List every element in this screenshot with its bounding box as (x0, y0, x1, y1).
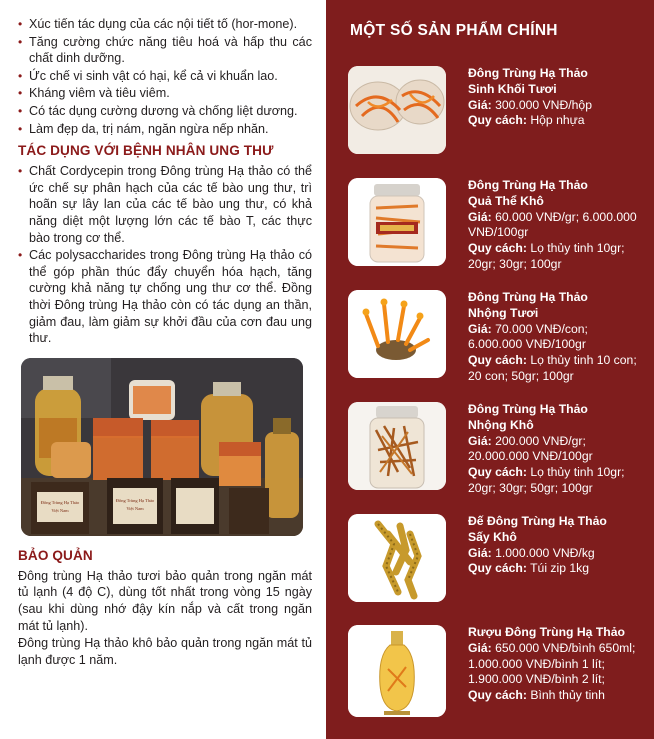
product-card (348, 625, 640, 721)
product-spec: Túi zip 1kg (530, 561, 590, 576)
product-spec: Hộp nhựa (530, 113, 585, 128)
product-card (348, 514, 640, 604)
product-price: 1.000.000 VNĐ/kg (495, 545, 595, 560)
price-label: Giá: (468, 640, 492, 655)
cancer-heading: TÁC DỤNG VỚI BỆNH NHÂN UNG THƯ (18, 143, 274, 159)
product-spec: Lọ thủy tinh 10gr; 20gr; 30gr; 50gr; 100gr (468, 465, 625, 495)
product-image (348, 290, 446, 378)
product-spec: Lọ thủy tinh 10gr; 20gr; 30gr; 100gr (468, 241, 625, 271)
product-spec: Lọ thủy tinh 10 con; 20 con; 50gr; 100gr (468, 353, 637, 383)
product-card (348, 66, 640, 156)
product-name: Đông Trùng Hạ Thảo (468, 290, 588, 304)
product-image (348, 178, 446, 266)
spec-label: Quy cách: (468, 561, 527, 576)
spec-label: Quy cách: (468, 113, 527, 128)
product-image (348, 514, 446, 602)
product-name: Nhộng Tươi (468, 305, 539, 320)
product-price: 300.000 VNĐ/hộp (495, 97, 592, 112)
product-card (348, 178, 640, 271)
product-name: Sinh Khối Tươi (468, 81, 557, 96)
product-price: 650.000 VNĐ/bình 650ml; 1.000.000 VNĐ/bình 1 lít; 1.900.000 VNĐ/bình 2 lít; (468, 640, 636, 687)
left-column (0, 0, 326, 739)
benefits-list (18, 16, 312, 137)
box-label-1: Đông Trùng Hạ Thảo (40, 499, 80, 505)
benefit-item: • Ức chế vi sinh vật có hại, kể cả vi khuẩn lao. (18, 68, 312, 85)
product-display-photo (21, 358, 303, 536)
product-name: Sấy Khô (468, 529, 517, 544)
price-label: Giá: (468, 545, 492, 560)
product-name: Đông Trùng Hạ Thảo (468, 66, 588, 80)
product-card (348, 290, 640, 383)
box-label-2-sub: Việt Nam (126, 505, 144, 511)
spec-label: Quy cách: (468, 465, 527, 480)
benefit-item: • Kháng viêm và tiêu viêm. (18, 85, 312, 102)
storage-paragraph: Đông trùng Hạ thảo tươi bảo quản trong ngăn mát tủ lạnh (4 độ C), dùng tốt nhất trong vòng 15 ngày (sau khi dùng nhớ đậy kín nắp và cất trong ngăn mát tủ lạnh). (18, 568, 312, 634)
benefit-item: • Xúc tiến tác dụng của các nội tiết tố (hor-mone). (18, 16, 312, 33)
product-price: 70.000 VNĐ/con; 6.000.000 VNĐ/100gr (468, 321, 588, 352)
product-card (348, 402, 640, 495)
cancer-item: • Các polysaccharides trong Đông trùng Hạ thảo có thể góp phần thúc đẩy chuyển hóa hạch, tăng cường khả năng tự chống ung thư cơ thể. Đồng thời Đông trùng Hạ thảo còn có tác dụng an thần, giảm đau, làm giảm sự khởi đầu của cơn đau ung thư. (18, 247, 312, 347)
spec-label: Quy cách: (468, 688, 527, 703)
product-image (348, 625, 446, 717)
product-name: Quả Thể Khô (468, 193, 544, 208)
price-label: Giá: (468, 321, 492, 336)
cancer-list (18, 163, 312, 347)
product-name: Rượu Đông Trùng Hạ Thảo (468, 625, 625, 639)
product-spec: Bình thủy tinh (530, 688, 605, 703)
benefit-item: • Làm đẹp da, trị nám, ngăn ngừa nếp nhăn. (18, 121, 312, 138)
product-name: Đông Trùng Hạ Thảo (468, 402, 588, 416)
product-image (348, 402, 446, 490)
products-panel (326, 0, 654, 739)
benefit-item: • Tăng cường chức năng tiêu hoá và hấp thu các chất dinh dưỡng. (18, 34, 312, 67)
product-price: 60.000 VNĐ/gr; 6.000.000 VNĐ/100gr (468, 209, 637, 240)
product-price: 200.000 VNĐ/gr; 20.000.000 VNĐ/100gr (468, 433, 593, 464)
price-label: Giá: (468, 97, 492, 112)
box-label-2: Đông Trùng Hạ Thảo (115, 497, 155, 503)
cancer-item: • Chất Cordycepin trong Đông trùng Hạ thảo có thể ức chế sự phân hạch của các tế bào ung thư, trì hoãn sự lây lan của các tế bào ung thư, có khả năng diệt một lượng lớn các tế bào T, các thực bào trong cơ thể. (18, 163, 312, 246)
storage-section (18, 548, 312, 669)
storage-heading: BẢO QUẢN (18, 547, 93, 563)
box-label-1-sub: Việt Nam (51, 507, 69, 513)
products-heading: MỘT SỐ SẢN PHẨM CHÍNH (350, 22, 558, 39)
product-name: Nhộng Khô (468, 417, 534, 432)
storage-paragraph: Đông trùng Hạ thảo khô bảo quản trong ngăn mát tủ lạnh được 1 năm. (18, 635, 312, 667)
price-label: Giá: (468, 209, 492, 224)
spec-label: Quy cách: (468, 353, 527, 368)
benefit-item: • Có tác dụng cường dương và chống liệt dương. (18, 103, 312, 120)
product-name: Đế Đông Trùng Hạ Thảo (468, 514, 607, 528)
product-name: Đông Trùng Hạ Thảo (468, 178, 588, 192)
price-label: Giá: (468, 433, 492, 448)
product-image (348, 66, 446, 154)
spec-label: Quy cách: (468, 241, 527, 256)
